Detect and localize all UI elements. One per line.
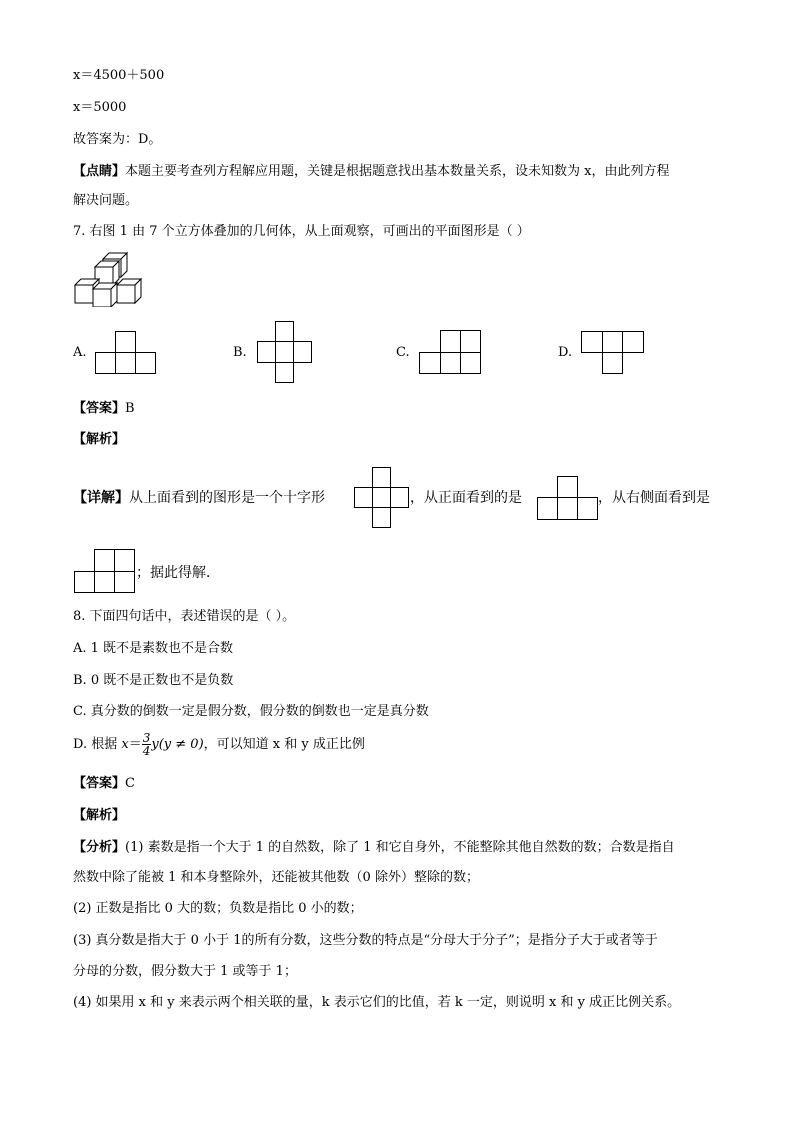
top-view-cross-figure: [354, 467, 410, 529]
option-c-figure: [419, 330, 483, 375]
option-a-label: A.: [73, 345, 87, 360]
cross-shape-icon: [354, 467, 410, 529]
detail-line: [73, 490, 325, 506]
solution-line-2: x＝5000: [73, 100, 127, 115]
analysis-line-4: (3) 真分数是指大于 0 小于 1的所有分数，这些分数的特点是“分母大于分子”；是指分子大于或者等于: [73, 933, 658, 948]
front-view-figure: [537, 476, 599, 521]
cross-shape-b-icon: [256, 321, 314, 384]
option-d-suffix: ，可以知道 x 和 y 成正比例: [203, 737, 365, 752]
option-a-figure: [95, 331, 157, 375]
option-d-prefix: D. 根据: [73, 737, 118, 752]
analysis-7-heading: 【解析】: [73, 432, 126, 447]
side-view-figure: [74, 549, 136, 594]
grid-shape-c-icon: [419, 330, 483, 375]
analysis-8-heading: 【解析】: [73, 808, 126, 823]
fraction-numerator: 3: [142, 731, 151, 745]
question-7: 7. 右图 1 由 7 个立方体叠加的几何体，从上面观察，可画出的平面图形是（ ）: [73, 224, 530, 239]
question-8-option-b: B. 0 既不是正数也不是负数: [73, 673, 234, 688]
side-view-shape-icon: [74, 549, 136, 594]
detail-tag: 【详解】: [73, 490, 129, 506]
answer-7: [73, 401, 135, 417]
formula-equals: ＝: [128, 737, 142, 752]
answer-8: [73, 776, 135, 792]
option-d-figure: [581, 331, 645, 376]
tip-paragraph: [73, 164, 669, 180]
front-view-shape-icon: [537, 476, 599, 521]
formula-x: x: [121, 737, 129, 752]
option-b-figure: [256, 321, 314, 384]
question-8-option-d: [73, 731, 365, 759]
fraction-denominator: 4: [142, 744, 151, 758]
grid-shape-a-icon: [95, 331, 157, 375]
analysis-line-6: (4) 如果用 x 和 y 来表示两个相关联的量，k 表示它们的比值，若 k 一定，则说明 x 和 y 成正比例关系。: [73, 995, 681, 1010]
analysis-line-1: [73, 840, 675, 856]
detail-text-top: 从上面看到的图形是一个十字形: [129, 490, 325, 506]
question-8-option-c: C. 真分数的倒数一定是假分数，假分数的倒数也一定是真分数: [73, 704, 429, 719]
tip-tag: 【点睛】: [73, 164, 126, 179]
t-shape-d-icon: [581, 331, 645, 376]
option-d-label: D.: [558, 345, 573, 360]
tip-text: 本题主要考查列方程解应用题，关键是根据题意找出基本数量关系，设未知数为 x，由此列方程: [125, 164, 670, 179]
tip-text-cont: 解决问题。: [73, 193, 139, 208]
detail-text-side: ，从右侧面看到是: [598, 490, 710, 506]
option-c-label: C.: [396, 345, 410, 360]
formula-fraction: [142, 732, 152, 757]
option-b-label: B.: [233, 345, 247, 360]
answer-8-tag: 【答案】: [73, 776, 126, 791]
answer-statement: 故答案为：D。: [73, 132, 162, 147]
detail-text-end: ；据此得解．: [136, 565, 220, 581]
answer-7-tag: 【答案】: [73, 401, 126, 416]
formula-condition: y(y ≠ 0): [151, 737, 204, 752]
analysis-line-2: 然数中除了能被 1 和本身整除外，还能被其他数（0 除外）整除的数；: [73, 870, 479, 885]
analysis-line-3: (2) 正数是指比 0 大的数；负数是指比 0 小的数；: [73, 901, 363, 916]
analysis-tag: 【分析】: [73, 840, 126, 855]
cube-stack-icon: [73, 251, 151, 307]
answer-7-value: B: [125, 401, 135, 416]
analysis-text-1: (1) 素数是指一个大于 1 的自然数，除了 1 和它自身外，不能整除其他自然数的数；合数是指自: [125, 840, 675, 855]
cube-stack-figure: [73, 251, 151, 307]
answer-8-value: C: [125, 776, 135, 791]
question-8-option-a: A. 1 既不是素数也不是合数: [73, 641, 234, 656]
solution-line-1: x＝4500＋500: [73, 68, 165, 83]
question-8: 8. 下面四句话中，表述错误的是（ ）。: [73, 609, 296, 624]
detail-text-front: ，从正面看到的是: [410, 490, 522, 506]
analysis-line-5: 分母的分数，假分数大于 1 或等于 1；: [73, 964, 297, 979]
